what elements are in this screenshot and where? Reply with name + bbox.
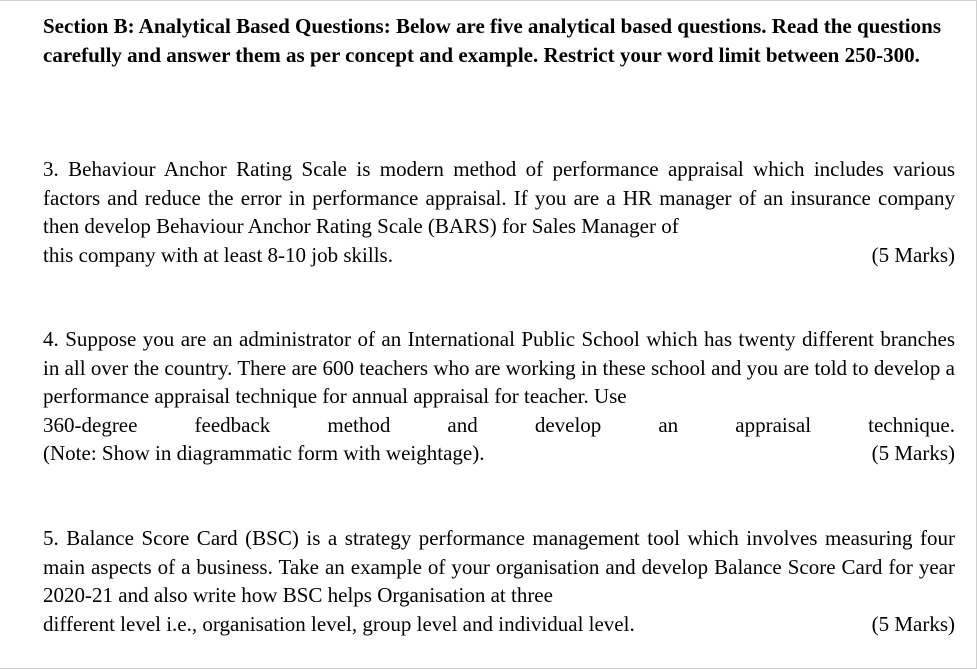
- question-4-word: feedback: [194, 412, 271, 437]
- question-4-justified-line: [43, 411, 955, 440]
- question-5-body-end: different level i.e., organisation level, group level and individual level.: [43, 611, 635, 636]
- question-5: [43, 524, 955, 638]
- question-4-number: 4.: [43, 327, 59, 351]
- question-4-word: an: [658, 412, 679, 437]
- question-4-word: and: [447, 412, 478, 437]
- question-4-text: [43, 325, 955, 411]
- question-4-marks: (5 Marks): [871, 441, 955, 465]
- question-3-text: [43, 155, 955, 241]
- question-4-body: Suppose you are an administrator of an International Public School which has twenty different branches in all over the country. There are 600 teachers who are working in these school and you are told to develop a performance appraisal technique for annual appraisal for teacher. Use: [43, 327, 955, 408]
- question-4-word: develop: [534, 412, 602, 437]
- question-4-word: 360-degree: [43, 412, 138, 437]
- question-3: [43, 155, 955, 269]
- question-4-word: appraisal: [735, 412, 812, 437]
- question-3-marks: (5 Marks): [871, 242, 955, 267]
- question-5-number: 5.: [43, 526, 59, 550]
- question-4-word: technique.: [868, 412, 955, 437]
- question-3-last-line: [43, 241, 955, 270]
- question-4-last-line: [43, 439, 955, 468]
- question-3-body-end: this company with at least 8-10 job skills.: [43, 242, 393, 267]
- question-5-marks: (5 Marks): [871, 611, 955, 636]
- question-5-body: Balance Score Card (BSC) is a strategy performance management tool which involves measuring four main aspects of a business. Take an example of your organisation and develop Balance Score Card for year 2020-21 and also write how BSC helps Organisation at three: [43, 526, 956, 607]
- section-heading: Section B: Analytical Based Questions: Below are five analytical based questions. Read the questions carefully and answer them as per concept and example. Restrict your word limit between 250-300.: [43, 14, 941, 67]
- question-4: [43, 325, 955, 468]
- question-4-body-end: (Note: Show in diagrammatic form with weightage).: [43, 441, 485, 465]
- question-4-word: method: [327, 412, 391, 437]
- question-3-number: 3.: [43, 157, 59, 181]
- question-3-body: Behaviour Anchor Rating Scale is modern method of performance appraisal which includes various factors and reduce the error in performance appraisal. If you are a HR manager of an insurance company then develop Behaviour Anchor Rating Scale (BARS) for Sales Manager of: [43, 157, 955, 238]
- question-5-last-line: [43, 610, 955, 639]
- question-5-text: [43, 524, 955, 610]
